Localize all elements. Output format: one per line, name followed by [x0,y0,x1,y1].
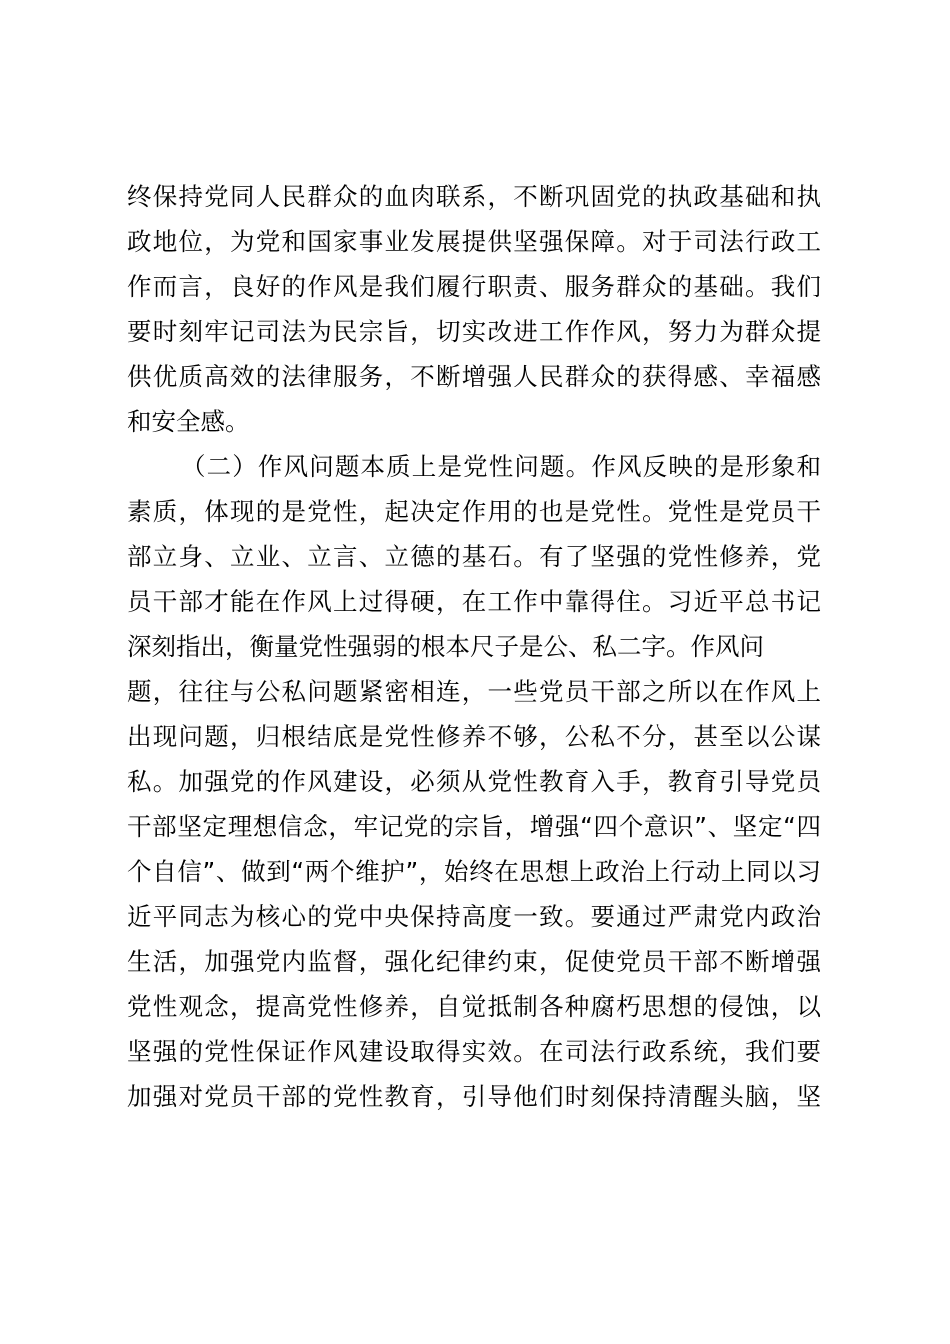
document-body [127,174,821,1119]
text-line: 深刻指出，衡量党性强弱的根本尺子是公、私二字。作风问 [127,632,764,661]
text-line: 坚强的党性保证作风建设取得实效。在司法行政系统，我们要 [127,1037,821,1066]
text-line: 要时刻牢记司法为民宗旨，切实改进工作作风，努力为群众提 [127,317,821,346]
text-line: 干部坚定理想信念，牢记党的宗旨，增强“四个意识”、坚定“四 [127,812,821,841]
text-line: 政地位，为党和国家事业发展提供坚强保障。对于司法行政工 [127,227,821,256]
text-line: 党性观念，提高党性修养，自觉抵制各种腐朽思想的侵蚀，以 [127,992,821,1021]
text-line: 素质，体现的是党性，起决定作用的也是党性。党性是党员干 [127,497,821,526]
text-line: 部立身、立业、立言、立德的基石。有了坚强的党性修养，党 [127,542,821,571]
text-line: 私。加强党的作风建设，必须从党性教育入手，教育引导党员 [127,767,821,796]
text-line: 出现问题，归根结底是党性修养不够，公私不分，甚至以公谋 [127,722,821,751]
text-line: 近平同志为核心的党中央保持高度一致。要通过严肃党内政治 [127,902,821,931]
text-line: 生活，加强党内监督，强化纪律约束，促使党员干部不断增强 [127,947,821,976]
text-line: 供优质高效的法律服务，不断增强人民群众的获得感、幸福感 [127,362,821,391]
text-line: 员干部才能在作风上过得硬，在工作中靠得住。习近平总书记 [127,587,821,616]
text-line: 加强对党员干部的党性教育，引导他们时刻保持清醒头脑，坚 [127,1082,821,1111]
section-heading-line: （二）作风问题本质上是党性问题。作风反映的是形象和 [181,452,821,481]
text-line: 题，往往与公私问题紧密相连，一些党员干部之所以在作风上 [127,677,821,706]
text-line: 和安全感。 [127,407,250,436]
text-line: 终保持党同人民群众的血肉联系，不断巩固党的执政基础和执 [127,182,821,211]
text-line: 个自信”、做到“两个维护”，始终在思想上政治上行动上同以习 [127,857,821,886]
text-line: 作而言，良好的作风是我们履行职责、服务群众的基础。我们 [127,272,821,301]
